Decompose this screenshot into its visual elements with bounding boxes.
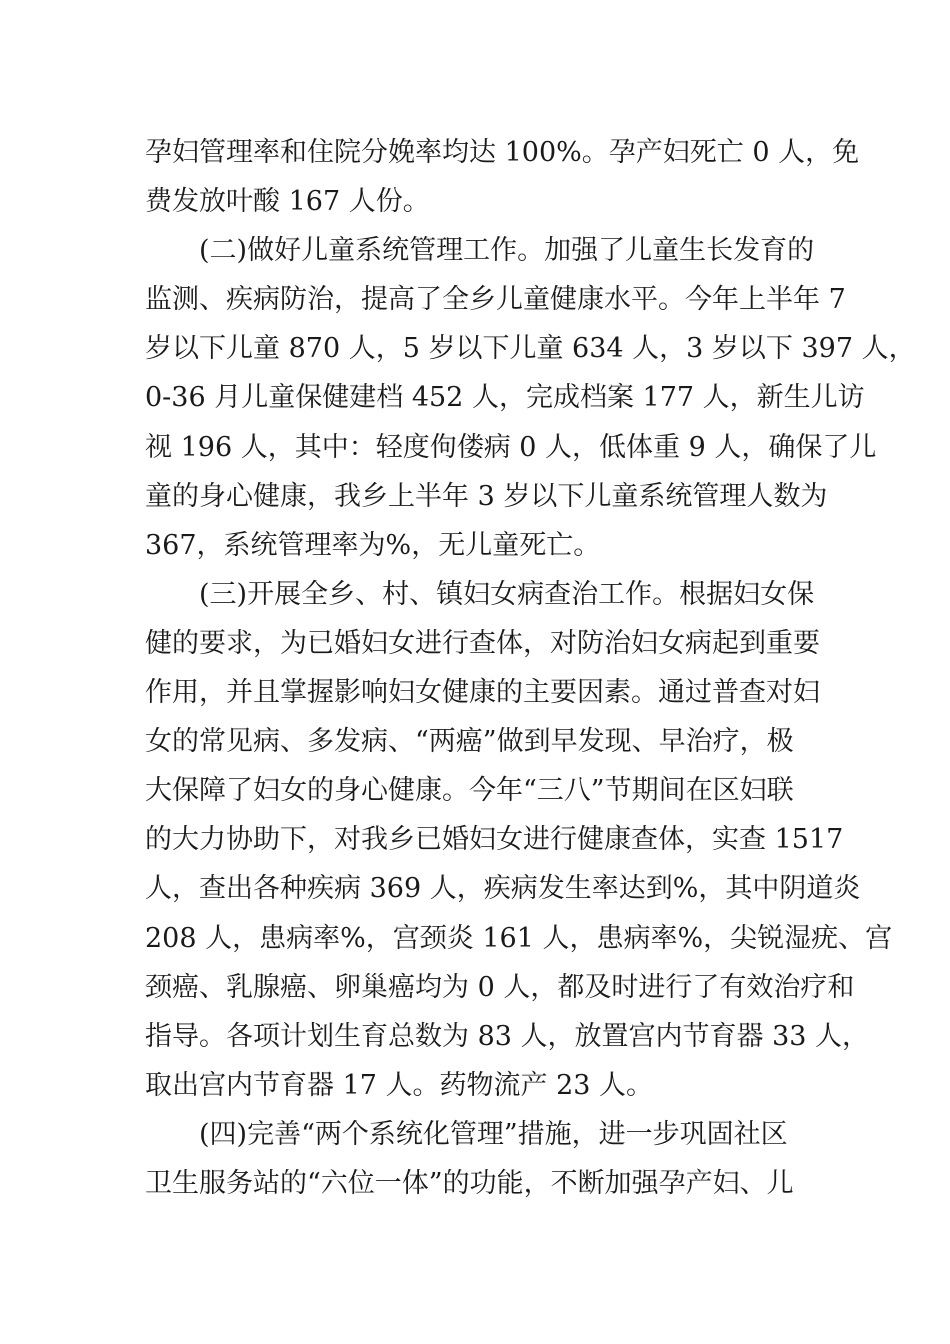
text-line: 女的常见病、多发病、“两癌”做到早发现、早治疗，极 — [145, 726, 794, 758]
text-line: 孕妇管理率和住院分娩率均达 100%。孕产妇死亡 0 人，免 — [145, 137, 860, 168]
text-line: 卫生服务站的“六位一体”的功能，不断加强孕产妇、儿 — [145, 1167, 794, 1199]
text-line: 监测、疾病防治，提高了全乡儿童健康水平。今年上半年 7 — [145, 284, 846, 316]
text-line: 视 196 人，其中：轻度佝偻病 0 人，低体重 9 人，确保了儿 — [145, 431, 877, 463]
text-line: 颈癌、乳腺癌、卵巢癌均为 0 人，都及时进行了有效治疗和 — [145, 971, 855, 1003]
text-line: 人，查出各种疾病 369 人，疾病发生率达到%，其中阴道炎 — [145, 873, 861, 905]
text-line: 岁以下儿童 870 人，5 岁以下儿童 634 人，3 岁以下 397 人， — [145, 333, 916, 365]
text-line: 大保障了妇女的身心健康。今年“三八”节期间在区妇联 — [145, 775, 794, 807]
text-line: 367，系统管理率为%，无儿童死亡。 — [145, 529, 601, 561]
text-line: 费发放叶酸 167 人份。 — [145, 186, 430, 218]
text-line: 取出宫内节育器 17 人。药物流产 23 人。 — [145, 1069, 654, 1101]
paragraph-start-line: (三)开展全乡、村、镇妇女病查治工作。根据妇女保 — [199, 578, 815, 610]
text-line: 指导。各项计划生育总数为 83 人，放置宫内节育器 33 人， — [145, 1020, 870, 1052]
paragraph-start-line: (二)做好儿童系统管理工作。加强了儿童生长发育的 — [199, 235, 815, 267]
text-line: 的大力协助下，对我乡已婚妇女进行健康查体，实查 1517 — [145, 824, 844, 856]
text-line: 健的要求，为已婚妇女进行查体，对防治妇女病起到重要 — [145, 627, 820, 659]
text-line: 作用，并且掌握影响妇女健康的主要因素。通过普查对妇 — [145, 677, 820, 709]
paragraph-start-line: (四)完善“两个系统化管理”措施，进一步巩固社区 — [199, 1118, 788, 1150]
text-line: 208 人，患病率%，宫颈炎 161 人，患病率%，尖锐湿疣、宫 — [145, 922, 893, 954]
text-line: 0-36 月儿童保健建档 452 人，完成档案 177 人，新生儿访 — [145, 382, 865, 414]
text-line: 童的身心健康，我乡上半年 3 岁以下儿童系统管理人数为 — [145, 480, 828, 512]
body-text — [145, 128, 916, 1208]
